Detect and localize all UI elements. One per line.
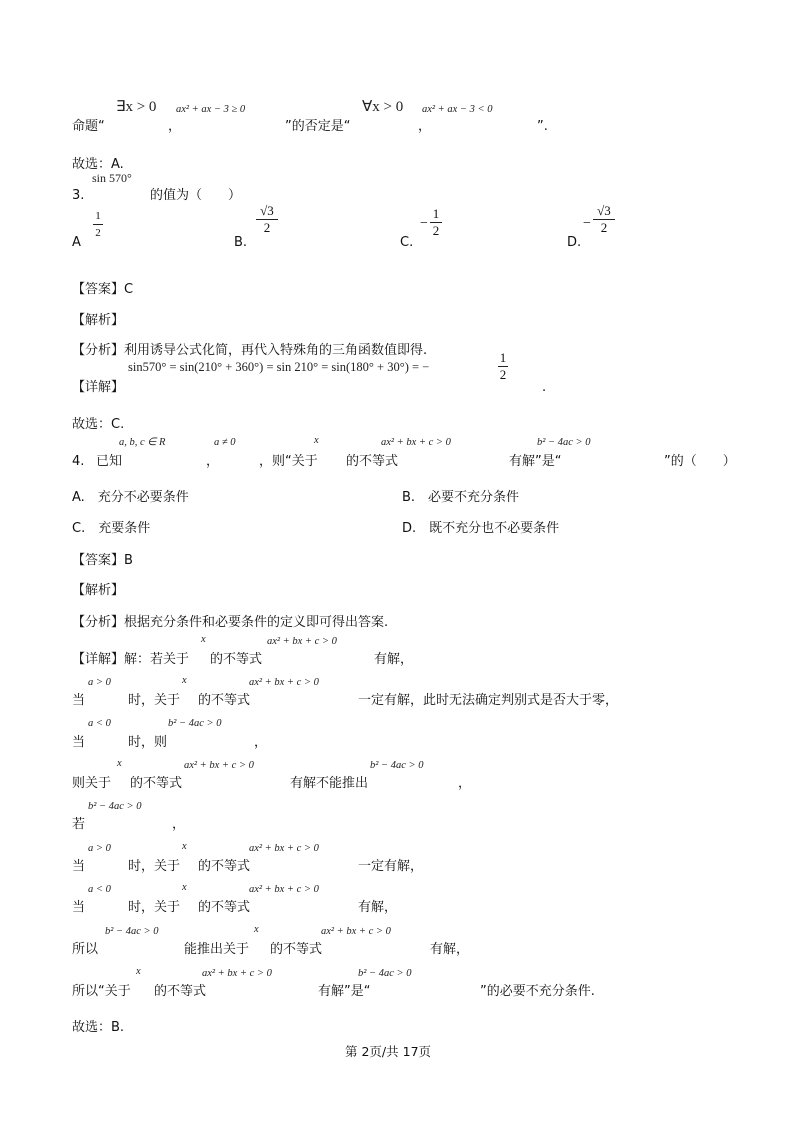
math-x: x — [201, 634, 206, 645]
math-a-ne: a ≠ 0 — [214, 437, 236, 448]
text: ，则“关于 — [259, 454, 318, 469]
text: 一定有解，此时无法确定判别式是否大于零， — [358, 693, 619, 708]
numerator: √3 — [260, 203, 274, 218]
math-a-gt: a > 0 — [88, 843, 111, 854]
option-b-fraction — [256, 204, 278, 235]
text: 的不等式 — [154, 984, 207, 999]
math-x: x — [136, 966, 141, 977]
math-x: x — [182, 841, 187, 852]
math-x: x — [254, 924, 259, 935]
text: 所以 — [72, 942, 99, 957]
text: 当 — [72, 900, 86, 915]
text: ”的（ ） — [664, 454, 736, 469]
question-number: 4. — [72, 454, 85, 469]
analysis-label: 【解析】 — [72, 313, 125, 328]
numerator: 1 — [95, 210, 101, 222]
text: ”. — [537, 119, 548, 134]
math-x: x — [182, 675, 187, 686]
math-ineq: ax² + bx + c > 0 — [249, 843, 319, 854]
text: 的不等式 — [346, 454, 399, 469]
text: 有解， — [374, 652, 414, 667]
math-ineq: ax² + ax − 3 < 0 — [422, 104, 493, 115]
math-a-gt: a > 0 — [88, 677, 111, 688]
math-ineq: ax² + ax − 3 ≥ 0 — [176, 104, 246, 115]
denominator: 2 — [499, 367, 507, 382]
option-d-label: D. — [567, 235, 582, 250]
text: 时，则 — [128, 735, 168, 750]
text: 有解， — [358, 900, 398, 915]
denominator: 2 — [95, 227, 101, 239]
text: 已知 — [96, 454, 123, 469]
math-x: x — [182, 882, 187, 893]
minus-sign: − — [420, 216, 428, 231]
text: 的不等式 — [198, 859, 251, 874]
math-disc: b² − 4ac > 0 — [88, 801, 142, 812]
math-sin: sin 570° — [92, 171, 132, 185]
numerator: 1 — [499, 350, 507, 365]
text: ， — [418, 119, 432, 134]
math-x: x — [117, 758, 122, 769]
text: 的不等式 — [198, 900, 251, 915]
text: 若 — [72, 817, 86, 832]
text: 有解”是“ — [318, 984, 371, 999]
answer-label: 【答案】B — [72, 553, 133, 568]
text: 则关于 — [72, 776, 112, 791]
text: 时，关于 — [128, 859, 181, 874]
math-ineq: ax² + bx + c > 0 — [321, 926, 391, 937]
select-line: 故选：B. — [72, 1020, 125, 1035]
text: 所以“关于 — [72, 984, 131, 999]
text: ， — [206, 454, 220, 469]
math-disc: b² − 4ac > 0 — [105, 926, 159, 937]
page-footer: 第 2页/共 17页 — [345, 1044, 432, 1059]
detail-fraction — [498, 351, 508, 382]
numerator: √3 — [597, 203, 611, 218]
math-ineq: ax² + bx + c > 0 — [202, 968, 272, 979]
text: 的不等式 — [130, 776, 183, 791]
question-stem: 的值为（ ） — [150, 188, 242, 203]
select-line: 故选：A. — [72, 157, 124, 172]
math-ineq: ax² + bx + c > 0 — [381, 437, 451, 448]
text: 一定有解， — [358, 859, 424, 874]
option-c-label: C. — [400, 235, 414, 250]
math-a-lt: a < 0 — [88, 718, 111, 729]
text: 有解”是“ — [509, 454, 562, 469]
text: . — [542, 380, 547, 395]
text: 的不等式 — [198, 693, 251, 708]
numerator: 1 — [432, 206, 440, 221]
math-disc: b² − 4ac > 0 — [168, 718, 222, 729]
select-line: 故选：C. — [72, 417, 125, 432]
option-d: D. 既不充分也不必要条件 — [402, 521, 560, 536]
answer-label: 【答案】C — [72, 282, 134, 297]
text: ， — [168, 119, 182, 134]
option-c-fraction — [430, 207, 442, 238]
text: 当 — [72, 735, 86, 750]
option-d-fraction — [593, 204, 615, 235]
text: ， — [458, 776, 472, 791]
denominator: 2 — [263, 220, 271, 235]
math-ineq: ax² + bx + c > 0 — [184, 760, 254, 771]
text: 时，关于 — [128, 900, 181, 915]
option-a-label: A — [72, 235, 81, 250]
text: 有解， — [430, 942, 470, 957]
question-number: 3. — [72, 188, 85, 203]
math-ineq: ax² + bx + c > 0 — [249, 677, 319, 688]
math-disc: b² − 4ac > 0 — [370, 760, 424, 771]
text: ”的必要不充分条件. — [480, 984, 595, 999]
fenxi-text: 【分析】利用诱导公式化简，再代入特殊角的三角函数值即得. — [72, 343, 428, 358]
option-b: B. 必要不充分条件 — [402, 490, 520, 505]
math-abc: a, b, c ∈ R — [119, 437, 166, 448]
text: 的不等式 — [270, 942, 323, 957]
detail-label: 【详解】 — [72, 380, 125, 395]
text: 当 — [72, 859, 86, 874]
text: ， — [172, 817, 186, 832]
text: ”的否定是“ — [285, 119, 351, 134]
math-x: x — [314, 435, 319, 446]
math-a-lt: a < 0 — [88, 884, 111, 895]
detail-equation: sin570° = sin(210° + 360°) = sin 210° = sin(180° + 30°) = − — [128, 360, 430, 374]
text: 时，关于 — [128, 693, 181, 708]
math-ineq: ax² + bx + c > 0 — [267, 636, 337, 647]
text: 有解不能推出 — [290, 776, 369, 791]
minus-sign: − — [583, 216, 591, 231]
math-disc: b² − 4ac > 0 — [358, 968, 412, 979]
option-a: A. 充分不必要条件 — [72, 490, 189, 505]
option-c: C. 充要条件 — [72, 521, 151, 536]
text: 【详解】解：若关于 — [72, 652, 190, 667]
math-exists: ∃x > 0 — [116, 99, 157, 115]
denominator: 2 — [432, 223, 440, 238]
math-disc: b² − 4ac > 0 — [537, 437, 591, 448]
math-ineq: ax² + bx + c > 0 — [249, 884, 319, 895]
text: 的不等式 — [210, 652, 263, 667]
text: 命题“ — [72, 119, 105, 134]
option-b-label: B. — [234, 235, 248, 250]
math-forall: ∀x > 0 — [362, 99, 404, 115]
text: 当 — [72, 693, 86, 708]
analysis-label: 【解析】 — [72, 583, 125, 598]
denominator: 2 — [600, 220, 608, 235]
option-a-fraction — [93, 209, 103, 240]
fenxi-text: 【分析】根据充分条件和必要条件的定义即可得出答案. — [72, 615, 389, 630]
text: 能推出关于 — [184, 942, 250, 957]
text: ， — [254, 735, 268, 750]
